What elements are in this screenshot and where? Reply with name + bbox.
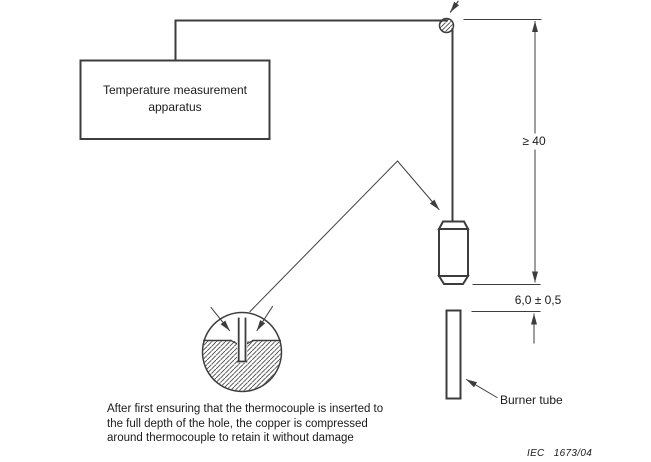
figure-reference-number: IEC 1673/04 bbox=[527, 448, 593, 459]
caption-line-2: the full depth of the hole, the copper is compressed bbox=[107, 417, 368, 430]
caption-line-1: After first ensuring that the thermocouple is inserted to bbox=[107, 403, 384, 415]
burner-tube-leader-arrow bbox=[467, 380, 498, 398]
dimension-min40-label: ≥ 40 bbox=[522, 134, 546, 148]
apparatus-box-label: Temperature measurement apparatus bbox=[102, 82, 248, 114]
thermocouple bbox=[237, 318, 247, 364]
slug-leader-arrow bbox=[250, 161, 439, 312]
burner-tube bbox=[447, 311, 461, 399]
detail-circle bbox=[202, 307, 282, 394]
dimension-min40-lines bbox=[464, 20, 541, 285]
caption-line-3: around thermocouple to retain it without damage bbox=[107, 432, 354, 444]
burner-tube-label: Burner tube bbox=[500, 393, 563, 407]
dimension-gap-label: 6,0 ± 0,5 bbox=[514, 293, 562, 307]
pulley-icon bbox=[440, 19, 454, 33]
figure-caption bbox=[107, 402, 417, 446]
pulley-pointer-arrow bbox=[451, 2, 459, 13]
dimension-gap-lines bbox=[472, 312, 540, 344]
copper-slug bbox=[439, 222, 468, 285]
